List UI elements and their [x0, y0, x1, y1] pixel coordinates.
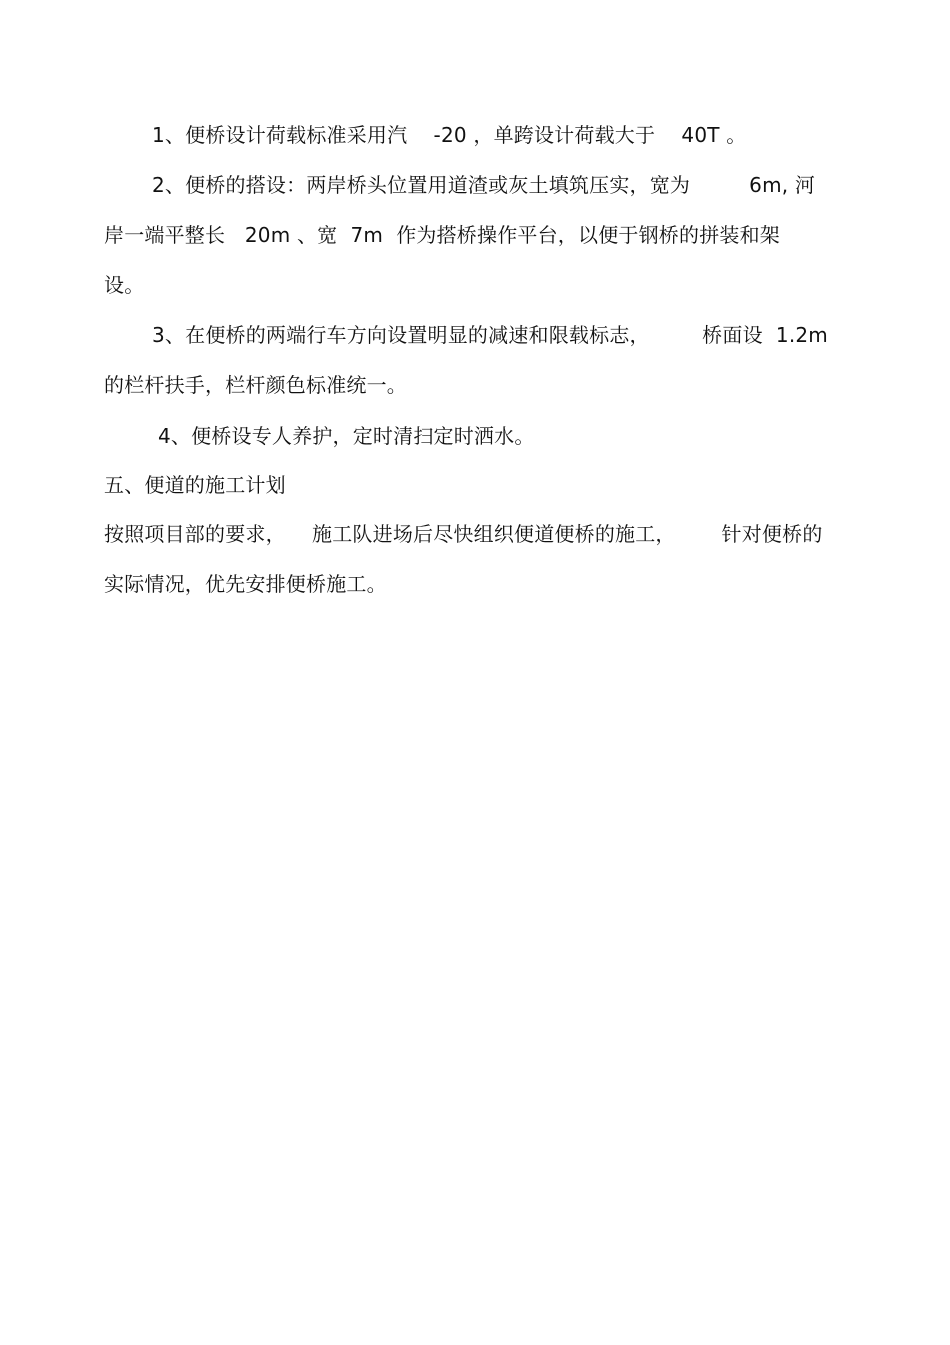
item-3-line-2: 的栏杆扶手，栏杆颜色标准统一。	[104, 373, 407, 397]
item-1-line-1: 1、便桥设计荷载标准采用汽 -20 ，单跨设计荷载大于 40T 。	[152, 123, 747, 147]
item-2-line-2: 岸一端平整长 20m 、宽 7m 作为搭桥操作平台，以便于钢桥的拼装和架	[104, 223, 780, 247]
body-paragraph-line-2: 实际情况，优先安排便桥施工。	[104, 572, 387, 596]
item-2-line-3: 设。	[104, 273, 145, 297]
item-2-line-1: 2、便桥的搭设：两岸桥头位置用道渣或灰土填筑压实，宽为 6m, 河	[152, 173, 816, 197]
item-4-line-1: 4、便桥设专人养护，定时清扫定时洒水。	[158, 424, 535, 448]
body-paragraph-line-1: 按照项目部的要求， 施工队进场后尽快组织便道便桥的施工， 针对便桥的	[104, 522, 823, 546]
section-heading: 五、便道的施工计划	[104, 473, 286, 497]
item-3-line-1: 3、在便桥的两端行车方向设置明显的减速和限载标志， 桥面设 1.2m	[152, 323, 828, 347]
